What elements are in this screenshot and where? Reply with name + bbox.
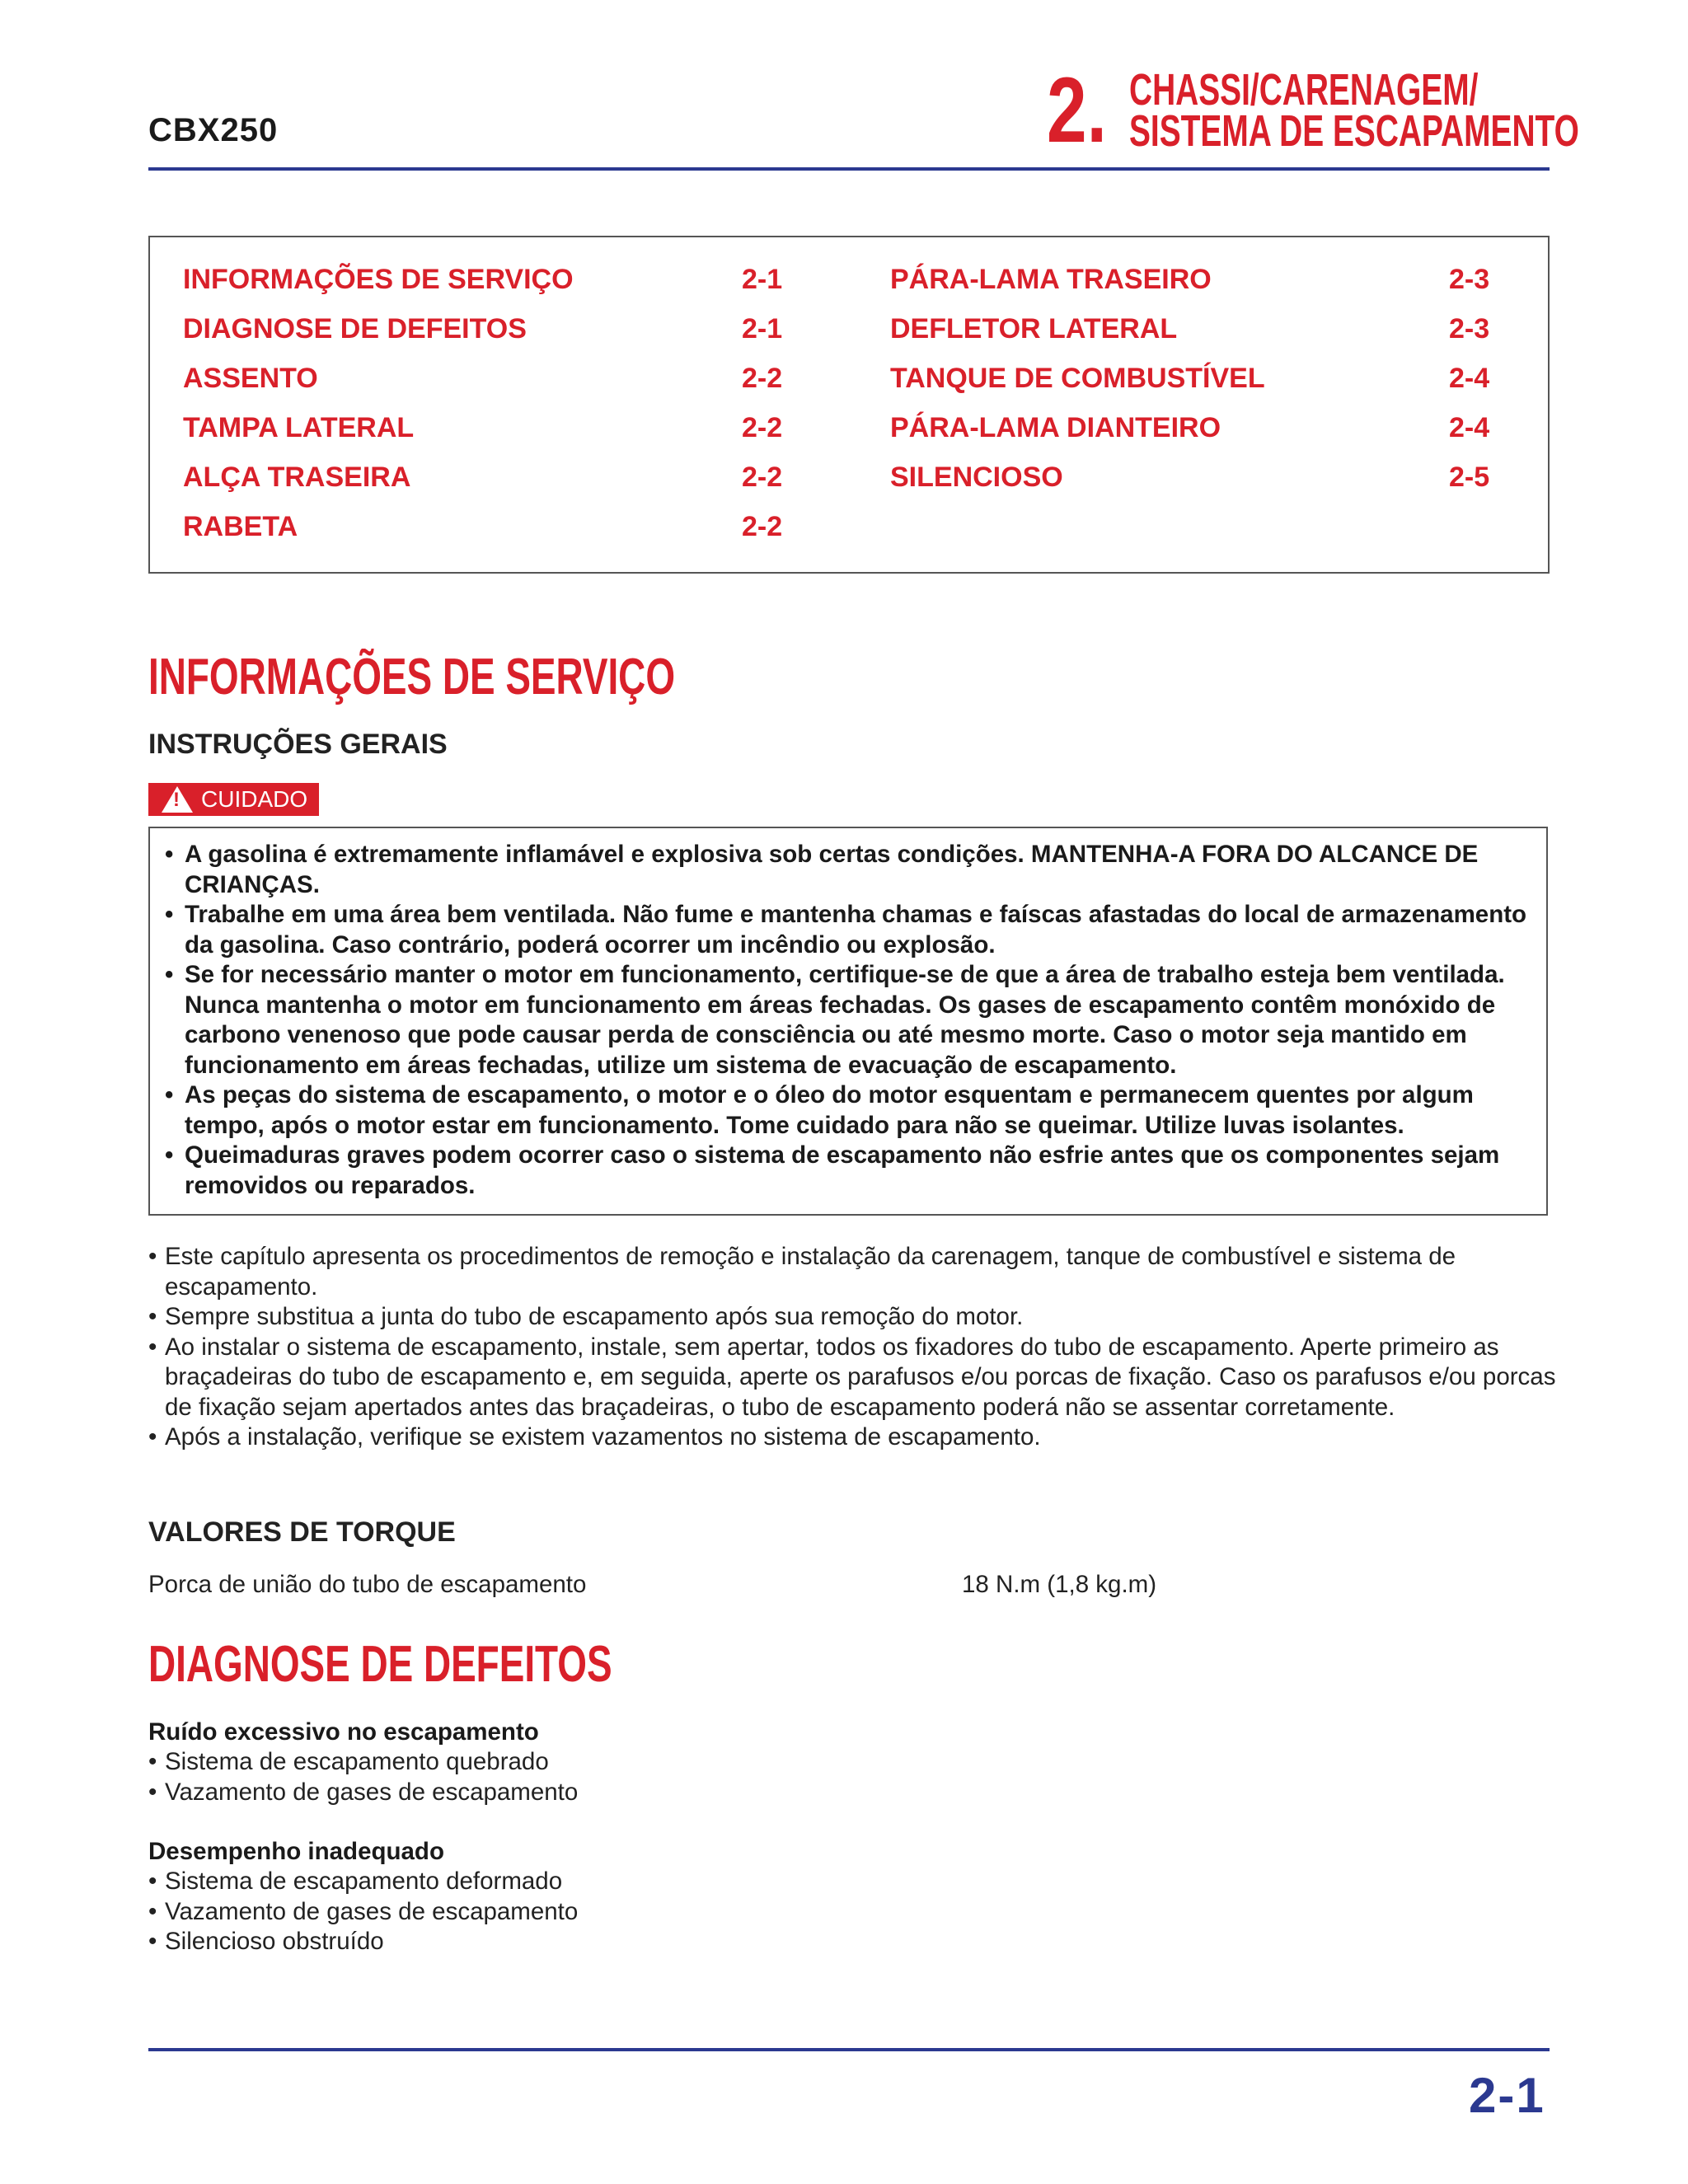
note-item: • Este capítulo apresenta os procedimentos de remoção e instalação da carenagem, tanque de combustível e sistema de escapamento. <box>148 1242 1558 1302</box>
chapter-title-line2: SISTEMA DE ESCAPAMENTO <box>1129 106 1579 156</box>
caution-item: • As peças do sistema de escapamento, o motor e o óleo do motor esquentam e permanecem quentes por algum tempo, após o motor estar em funcionamento. Tome cuidado para não se queimar. Utilize luvas isolantes. <box>165 1080 1530 1141</box>
toc-page: 2-3 <box>1449 264 1490 295</box>
toc-page: 2-2 <box>742 462 783 493</box>
diagnosis-item: • Vazamento de gases de escapamento <box>148 1897 890 1928</box>
toc-page: 2-4 <box>1449 363 1490 394</box>
note-item: • Após a instalação, verifique se existem vazamentos no sistema de escapamento. <box>148 1422 1558 1453</box>
diagnosis-group-list <box>148 1747 890 1807</box>
toc-page: 2-5 <box>1449 462 1490 493</box>
toc-item-rear-grip[interactable]: ALÇA TRASEIRA <box>183 462 411 493</box>
toc-item-seat[interactable]: ASSENTO <box>183 363 318 394</box>
caution-label: CUIDADO <box>201 786 308 812</box>
caution-box <box>148 827 1548 1216</box>
diagnosis-item: • Silencioso obstruído <box>148 1927 890 1957</box>
general-instructions-heading: INSTRUÇÕES GERAIS <box>148 729 448 760</box>
toc-page: 2-1 <box>742 264 783 295</box>
note-item: • Sempre substitua a junta do tubo de escapamento após sua remoção do motor. <box>148 1302 1558 1333</box>
toc-page: 2-2 <box>742 363 783 394</box>
footer-rule <box>148 2048 1550 2051</box>
toc-page: 2-4 <box>1449 412 1490 443</box>
model-name: CBX250 <box>148 112 279 148</box>
toc-page: 2-2 <box>742 412 783 443</box>
service-notes <box>148 1242 1558 1453</box>
torque-heading: VALORES DE TORQUE <box>148 1516 456 1548</box>
chapter-title <box>1129 65 1579 156</box>
warning-triangle-icon <box>162 786 193 813</box>
chapter-title-line1: CHASSI/CARENAGEM/ <box>1129 65 1479 115</box>
toc-item-rear-fender[interactable]: PÁRA-LAMA TRASEIRO <box>890 264 1212 295</box>
diagnosis-title: DIAGNOSE DE DEFEITOS <box>148 1636 612 1693</box>
toc-item-muffler[interactable]: SILENCIOSO <box>890 462 1063 493</box>
service-info-title: INFORMAÇÕES DE SERVIÇO <box>148 649 676 705</box>
caution-item: • Queimaduras graves podem ocorrer caso o sistema de escapamento não esfrie antes que os componentes sejam removidos ou reparados. <box>165 1141 1530 1201</box>
chapter-number: 2. <box>1047 59 1107 162</box>
diagnosis-group-heading: Ruído excessivo no escapamento <box>148 1718 539 1746</box>
toc-item-rear-cowl[interactable]: RABETA <box>183 511 298 542</box>
header-rule <box>148 167 1550 171</box>
diagnosis-group-list <box>148 1867 890 1957</box>
toc-item-side-deflector[interactable]: DEFLETOR LATERAL <box>890 313 1178 344</box>
note-item: • Ao instalar o sistema de escapamento, instale, sem apertar, todos os fixadores do tubo de escapamento. Aperte primeiro as braçadeiras do tubo de escapamento e, em seguida, aperte os parafusos e/ou porcas de fixação. Caso os parafusos e/ou porcas de fixação sejam apertados antes das braçadeiras, o tubo de escapamento poderá não se assentar corretamente. <box>148 1333 1558 1423</box>
diagnosis-item: • Sistema de escapamento deformado <box>148 1867 890 1897</box>
caution-badge <box>148 783 319 816</box>
toc-page: 2-3 <box>1449 313 1490 344</box>
caution-item: • A gasolina é extremamente inflamável e explosiva sob certas condições. MANTENHA-A FORA DO ALCANCE DE CRIANÇAS. <box>165 840 1530 900</box>
toc-item-fuel-tank[interactable]: TANQUE DE COMBUSTÍVEL <box>890 363 1265 394</box>
diagnosis-item: • Vazamento de gases de escapamento <box>148 1778 890 1808</box>
torque-value: 18 N.m (1,8 kg.m) <box>962 1571 1157 1598</box>
toc-page: 2-2 <box>742 511 783 542</box>
toc-item-front-fender[interactable]: PÁRA-LAMA DIANTEIRO <box>890 412 1221 443</box>
page-number: 2-1 <box>1469 2068 1545 2123</box>
caution-item: • Trabalhe em uma área bem ventilada. Não fume e mantenha chamas e faíscas afastadas do local de armazenamento da gasolina. Caso contrário, poderá ocorrer um incêndio ou explosão. <box>165 900 1530 960</box>
toc-item-diagnosis[interactable]: DIAGNOSE DE DEFEITOS <box>183 313 527 344</box>
toc-item-side-cover[interactable]: TAMPA LATERAL <box>183 412 415 443</box>
table-of-contents <box>148 236 1550 574</box>
caution-item: • Se for necessário manter o motor em funcionamento, certifique-se de que a área de trabalho esteja bem ventilada. Nunca mantenha o motor em funcionamento em áreas fechadas. Os gases de escapamento contêm monóxido de carbono venenoso que pode causar perda de consciência ou até mesmo morte. Caso o motor seja mantido em funcionamento em áreas fechadas, utilize um sistema de evacuação de escapamento. <box>165 960 1530 1080</box>
diagnosis-group-heading: Desempenho inadequado <box>148 1838 444 1865</box>
torque-label: Porca de união do tubo de escapamento <box>148 1571 587 1598</box>
diagnosis-item: • Sistema de escapamento quebrado <box>148 1747 890 1778</box>
toc-page: 2-1 <box>742 313 783 344</box>
toc-item-service-info[interactable]: INFORMAÇÕES DE SERVIÇO <box>183 264 574 295</box>
